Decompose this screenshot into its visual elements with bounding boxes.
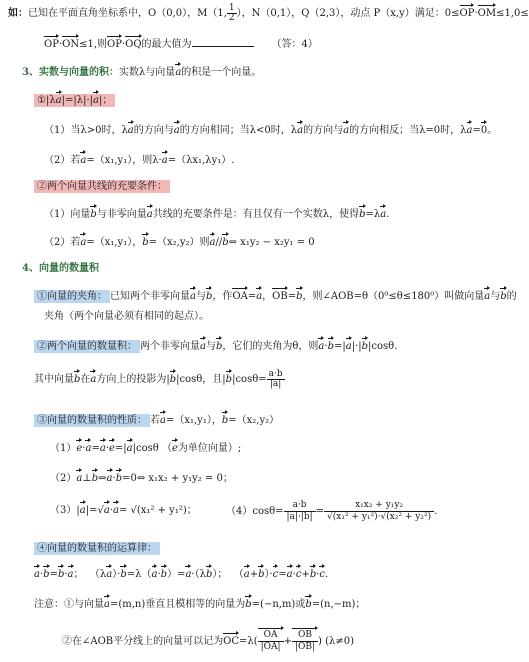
- property-3: （3）|a|=√a·a= √(x₁² + y₁²)；: [50, 505, 197, 516]
- vector-angle-note: 夹角（两个向量必须有相同的起点）。: [44, 311, 209, 322]
- bisector-fraction-2: $\frac{OB}{|OB|}$: [292, 630, 318, 653]
- note-perpendicular: 注意：①与向量a=(m,n)垂直且模相等的向量为b=(−n,m)或b=(n,−m)；: [34, 599, 366, 610]
- example-text-2: ），N（0,1），Q（2,3），动点 P（x,y）满足：0≤: [236, 8, 460, 19]
- scalar-coordinate-rule: （2）若a=（x₁,y₁），则λ·a=（λx₁,λy₁）.: [44, 155, 235, 166]
- dot-product-definition: ②两个向量的数量积： 两个非零向量a与b，它们的夹角为θ，则a·b=|a|·|b|cosθ.: [34, 340, 397, 354]
- scalar-direction-rule: （1）当λ>0时，λa的方向与a的方向相同；当λ<0时，λa的方向与a的方向相反；当λ=0时，λa=0。: [44, 125, 498, 136]
- dot-product-properties-header: ③向量的数量积的性质： 若a=（x₁,y₁），b=（x₂,y₂）: [34, 414, 279, 428]
- section-3-header: 3、实数与向量的积：实数λ与向量a的积是一个向量。: [22, 67, 262, 78]
- answer-blank: [192, 36, 254, 47]
- example-line-2: OP·ON≤1,则OP·OQ的最大值为 （答：4）: [44, 36, 318, 52]
- example-lead: 如：: [8, 8, 28, 19]
- example-line-1: 如：已知在平面直角坐标系中，O（0,0），M（1, $\frac{1}{2}$ ），N（0,1），Q（2,3），动点 P（x,y）满足：0≤OP·OM≤1,0≤: [8, 3, 529, 23]
- projection-fraction: $\frac{a\cdot b}{|a|}$: [268, 369, 283, 389]
- property-4: （4）cosθ= $\frac{a\cdot b}{|a|\cdot|b|}$ = $\frac{\text{x₁x₂ + y₁y₂}}{\text{√(x₁² + y₁²)·√(x₂² + y₂²)}}$ .: [226, 500, 438, 522]
- section-4-header: [22, 262, 99, 276]
- half-fraction: $\frac{1}{2}$: [228, 3, 235, 23]
- collinear-condition-box: ②两个向量共线的充要条件：: [34, 180, 170, 194]
- collinear-rule-2: （2）若a=（x₁,y₁），b=（x₂,y₂）则a//b⇔ x₁y₂ − x₂y₁ = 0: [44, 237, 315, 248]
- vector-OP: OP: [459, 8, 475, 19]
- collinear-rule-1: （1）向量b与非零向量a共线的充要条件是：有且仅有一个实数λ，使得b=λa.: [44, 209, 390, 220]
- bisector-fraction-1: $\frac{OA}{|OA|}$: [258, 630, 284, 653]
- cos-fraction: $\frac{a\cdot b}{|a|\cdot|b|}$: [284, 500, 316, 523]
- vector-OP: OP: [44, 39, 59, 50]
- cos-coordinate-fraction: $\frac{\text{x₁x₂ + y₁y₂}}{\text{√(x₁² + y₁²)·√(x₂² + y₂²)}}$: [324, 500, 434, 523]
- section-3-title: 3、实数与向量的积：: [22, 67, 119, 78]
- scalar-modulus-box: ①|λa|=|λ|·|a|；: [34, 94, 115, 108]
- operation-laws-header: ④向量的数量积的运算律：: [34, 542, 160, 556]
- property-1: （1）e·a=a·e=|a|cosθ （e为单位向量）;: [50, 443, 242, 454]
- projection-line: 其中向量b在a方向上的投影为|b|cosθ，且|b|cosθ= $\frac{a\cdot b}{|a|}$: [34, 369, 283, 389]
- note-bisector: ②在∠AOB平分线上的向量可以记为OC=λ( $\frac{OA}{|OA|}$ + $\frac{OB}{|OB|}$ ) (λ≠0): [62, 630, 355, 652]
- vector-OQ: OQ: [125, 39, 142, 50]
- vector-OP: OP: [107, 39, 122, 50]
- answer-note: （答：4）: [271, 39, 318, 50]
- operation-laws: a·b=b·a； （λa）·b=λ（a·b）=a·（λb）； （a+b）·c=a·c+b·c.: [34, 569, 329, 580]
- property-2: （2）a⊥b⇔a·b=0⇔ x₁x₂ + y₁y₂ = 0；: [50, 473, 233, 484]
- vector-angle-definition: ①向量的夹角： 已知两个非零向量a与b，作OA=a，OB=b，则∠AOB=θ（0⁰≤θ≤180⁰）叫做向量a与b的: [34, 290, 517, 304]
- vector-OM: OM: [477, 8, 497, 19]
- section-4-title: 4、向量的数量积: [22, 263, 99, 274]
- vector-ON: ON: [62, 39, 80, 50]
- example-text-1: 已知在平面直角坐标系中，O（0,0），M（1,: [28, 8, 227, 19]
